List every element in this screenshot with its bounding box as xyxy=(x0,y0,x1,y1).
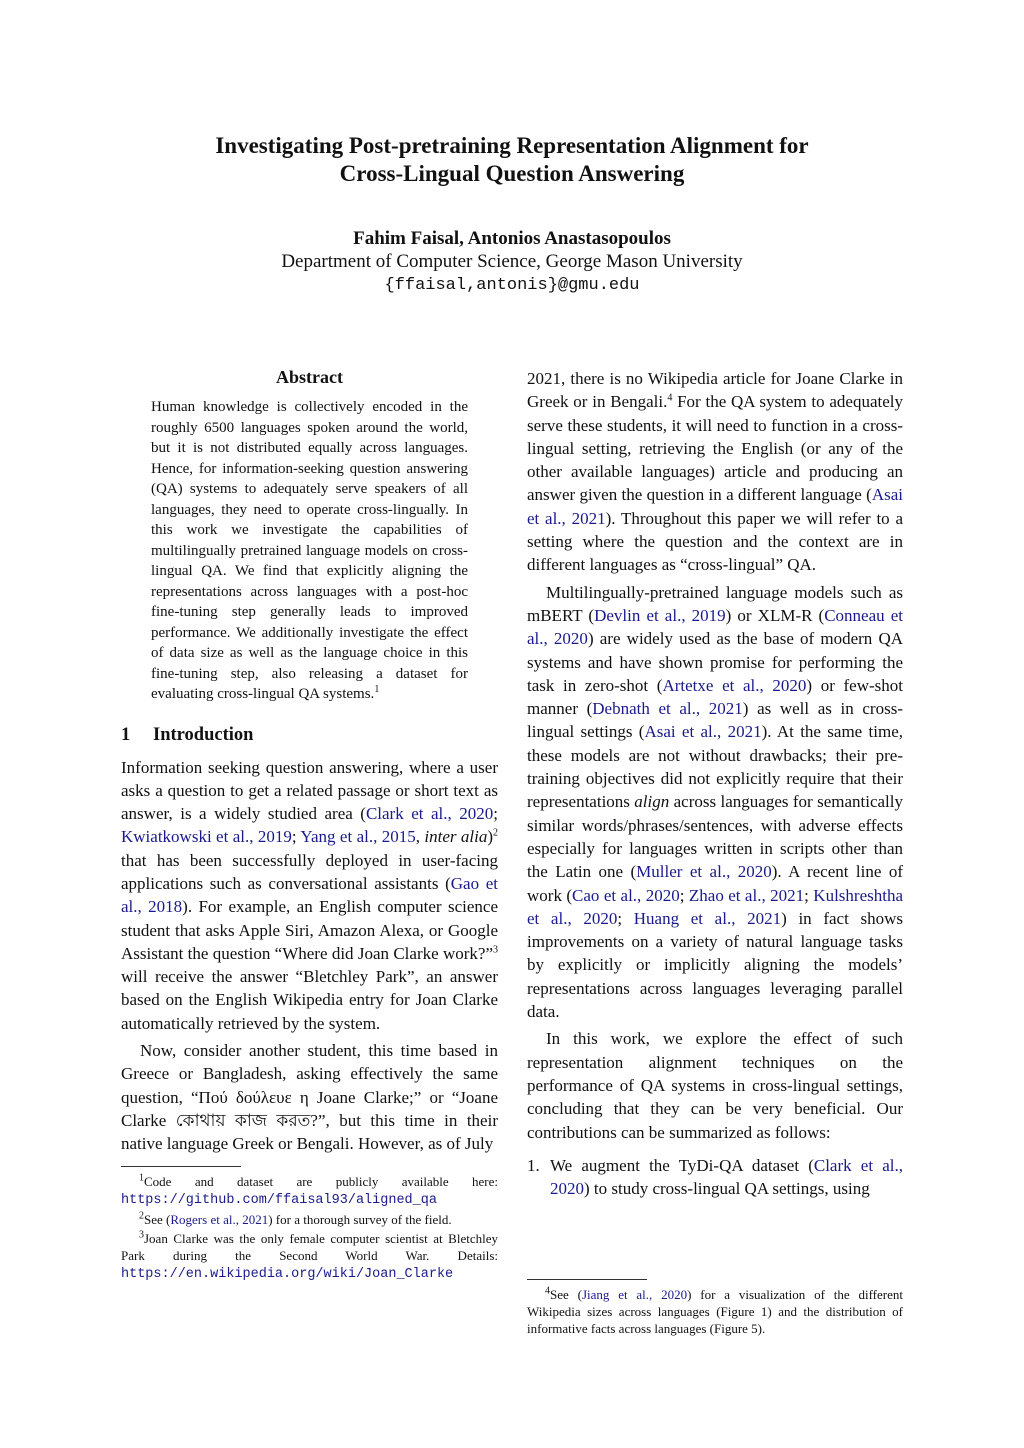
citation-clark-2020-b[interactable]: Clark et al., 2020 xyxy=(550,1155,904,1199)
text-run: ) to study cross-lingual QA settings, using xyxy=(584,1179,870,1199)
citation-conneau-2020[interactable]: Conneau et al., 2020 xyxy=(527,605,903,649)
text-run: 2021, there is no Wikipedia article for Joane Clarke in Greek or in Bengali. xyxy=(527,369,903,412)
right-paragraph-3: In this work, we explore the effect of such representation alignment techniques on the performance of QA systems in cross-lingual settings, concluding that they can be very beneficial. Our contributions can be summarized as follows: xyxy=(527,1029,903,1142)
text-run: that has been successfully deployed in user-facing applications such as conversational assistants ( xyxy=(121,850,498,893)
text-run: ; xyxy=(291,827,301,847)
citation-asai-2021[interactable]: Asai et al., 2021 xyxy=(527,485,903,528)
text-run: ) or XLM-R ( xyxy=(725,605,825,625)
right-paragraph-1 xyxy=(527,367,903,577)
text-run: will receive the answer “Bletchley Park”, an answer based on the English Wikipedia entry for Joan Clarke automatically retrieved by the system. xyxy=(121,967,498,1033)
footnote-text: ) for a visualization of the different Wikipedia sizes across languages (Figure 1) and the distribution of informative facts across languages (Figure 5). xyxy=(527,1287,903,1336)
citation-kwiatkowski-2019[interactable]: Kwiatkowski et al., 2019 xyxy=(121,827,292,847)
citation-clark-2020[interactable]: Clark et al., 2020 xyxy=(365,804,494,824)
abstract-heading: Abstract xyxy=(276,367,343,387)
citation-gao-2018[interactable]: Gao et al., 2018 xyxy=(121,873,498,917)
citation-jiang-2020[interactable]: Jiang et al., 2020 xyxy=(581,1287,688,1302)
author-email[interactable]: {ffaisal,antonis}@gmu.edu xyxy=(384,276,640,295)
footnote-ref-4[interactable]: 4 xyxy=(667,392,673,404)
wikipedia-link[interactable]: https://en.wikipedia.org/wiki/Joan_Clarke xyxy=(121,1266,454,1282)
footnote-text: Code and dataset are publicly available here: xyxy=(144,1173,498,1189)
footnote-text: See ( xyxy=(144,1211,171,1227)
text-run: For the QA system to adequately serve these students, it will need to function in a cross-lingual setting, retrieving the English (or any of the other available languages) article and producing an answer given the question in a different language ( xyxy=(527,392,904,505)
text-run: ) as well as in cross-lingual settings ( xyxy=(527,699,903,742)
text-run: ). For example, an English computer science student that asks Apple Siri, Amazon Alexa, or Google Assistant the question “Where did Joan Clarke work?” xyxy=(121,897,498,963)
text-run: ) in fact shows improvements on a variety of natural language tasks by explicitly or implicitly aligning the models’ representations across languages leveraging parallel data. xyxy=(527,908,903,1022)
text-run: ; xyxy=(679,885,689,905)
right-footnote-area xyxy=(527,1269,903,1339)
citation-cao-2020[interactable]: Cao et al., 2020 xyxy=(572,885,680,905)
text-run: ; xyxy=(493,804,498,824)
italic-text: inter alia xyxy=(424,827,488,847)
section-number: 1 xyxy=(121,724,131,745)
contribution-list-item-1 xyxy=(527,1154,903,1201)
footnote-1 xyxy=(121,1173,498,1209)
footnote-ref-1[interactable]: 1 xyxy=(374,684,380,695)
affiliation: Department of Computer Science, George Mason University xyxy=(281,251,743,272)
footnote-divider xyxy=(121,1166,241,1167)
italic-text: align xyxy=(634,792,670,812)
right-column xyxy=(527,367,903,1200)
footnote-divider xyxy=(527,1279,647,1280)
abstract-text: Human knowledge is collectively encoded in the roughly 6500 languages spoken around the world, but it is not distributed equally across languages. Hence, for information-seeking question answering (QA) systems to adequately serve speakers of all languages, they need to operate cross-lingually. In this work we investigate the capabilities of multilingually pretrained language models on cross-lingual QA. We find that explicitly aligning the representations across languages with a post-hoc fine-tuning step generally leads to improved performance. We additionally investigate the effect of data size as well as the language choice in this fine-tuning step, also releasing a dataset for evaluating cross-lingual QA systems. xyxy=(151,399,468,702)
paper-title xyxy=(120,132,904,188)
citation-yang-2015[interactable]: Yang et al., 2015 xyxy=(300,827,416,847)
text-run: ; xyxy=(804,885,814,905)
footnote-4 xyxy=(527,1286,903,1337)
code-link[interactable]: https://github.com/ffaisal93/aligned_qa xyxy=(121,1192,437,1208)
text-run: Information seeking question answering, where a user asks a question to get a related passage or short text as answer, is a widely studied area ( xyxy=(121,757,498,824)
text-run: , xyxy=(415,827,425,847)
intro-paragraph-1 xyxy=(121,756,498,1036)
text-run: ) xyxy=(487,827,494,847)
footnote-3 xyxy=(121,1230,498,1283)
citation-kulshreshtha-2020[interactable]: Kulshreshtha et al., 2020 xyxy=(527,885,904,928)
left-column xyxy=(121,367,498,1285)
intro-paragraph-2: Now, consider another student, this time based in Greece or Bangladesh, asking effectively the same question, “Πού δούλευε η Joane Clarke;” or “Joane Clarke কোথায় কাজ করত?”, but this time in their native language Greek or Bengali. However, as of July xyxy=(121,1041,498,1154)
citation-huang-2021[interactable]: Huang et al., 2021 xyxy=(633,908,782,928)
footnote-ref-3[interactable]: 3 xyxy=(493,944,498,956)
citation-zhao-2021[interactable]: Zhao et al., 2021 xyxy=(688,885,805,905)
section-title: Introduction xyxy=(153,724,254,745)
list-number: 1. xyxy=(527,1155,540,1175)
citation-rogers-2021[interactable]: Rogers et al., 2021 xyxy=(170,1211,269,1227)
footnote-ref-2[interactable]: 2 xyxy=(493,827,499,839)
text-run: ) or few-shot manner ( xyxy=(527,675,903,719)
text-run: We augment the TyDi-QA dataset ( xyxy=(550,1155,814,1175)
text-run: ). At the same time, these models are not without drawbacks; their pre-training objectives did not explicitly require that their representations xyxy=(527,722,904,812)
title-line-1: Investigating Post-pretraining Representation Alignment for xyxy=(215,133,809,158)
citation-devlin-2019[interactable]: Devlin et al., 2019 xyxy=(594,605,726,625)
citation-artetxe-2020[interactable]: Artetxe et al., 2020 xyxy=(662,675,807,695)
footnote-number: 4 xyxy=(545,1285,550,1297)
abstract-body xyxy=(151,397,468,705)
text-run: Multilingually-pretrained language models such as mBERT ( xyxy=(527,582,903,625)
text-run: ) are widely used as the base of modern QA systems and have shown promise for performing the task in zero-shot ( xyxy=(527,629,903,695)
text-run: ; xyxy=(617,908,634,928)
footnote-text: ) for a thorough survey of the field. xyxy=(268,1211,452,1227)
title-line-2: Cross-Lingual Question Answering xyxy=(339,161,685,186)
footnote-text: Joan Clarke was the only female computer scientist at Bletchley Park during the Second World War. Details: xyxy=(121,1230,498,1263)
text-run: across languages for semantically similar words/phrases/sentences, with adverse effects especially for languages written in scripts other than the Latin one ( xyxy=(527,792,903,882)
footnote-text: See ( xyxy=(550,1287,582,1302)
footnote-number: 1 xyxy=(139,1172,144,1184)
text-run: ). A recent line of work ( xyxy=(527,862,903,905)
section-heading-introduction xyxy=(121,725,498,746)
right-paragraph-2 xyxy=(527,581,903,1024)
footnote-number: 3 xyxy=(139,1229,144,1241)
citation-asai-2021-b[interactable]: Asai et al., 2021 xyxy=(644,722,762,742)
citation-debnath-2021[interactable]: Debnath et al., 2021 xyxy=(592,699,743,719)
authors: Fahim Faisal, Antonios Anastasopoulos xyxy=(353,228,671,249)
citation-muller-2020[interactable]: Muller et al., 2020 xyxy=(636,862,772,882)
footnote-2 xyxy=(121,1211,498,1228)
text-run: ). Throughout this paper we will refer to a setting where the question and the context are in different languages as “cross-lingual” QA. xyxy=(527,508,903,575)
footnote-number: 2 xyxy=(139,1210,144,1222)
